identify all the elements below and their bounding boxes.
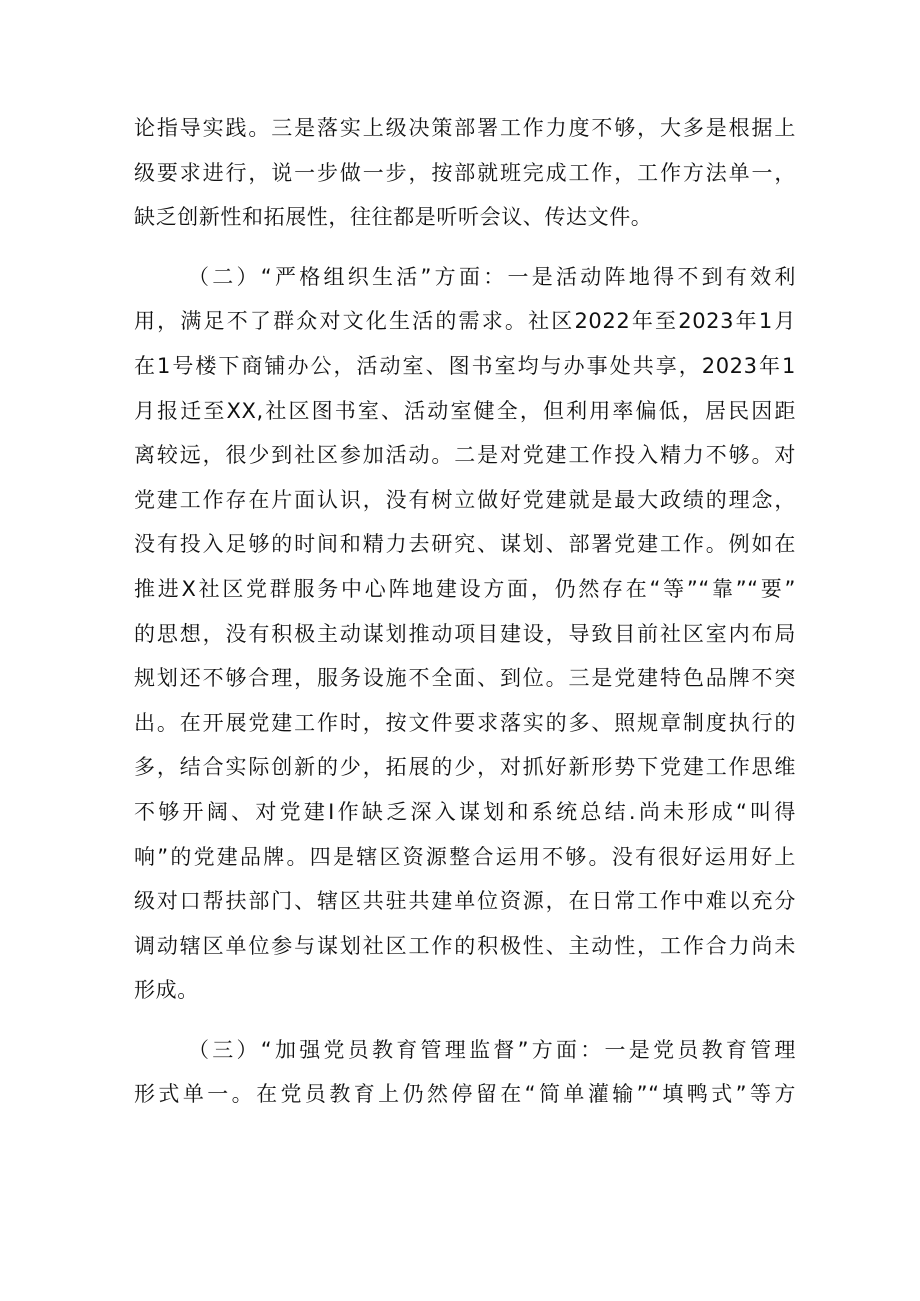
text-line: 规划还不够合理，服务设施不全面、到位。三是党建特色品牌不突 xyxy=(134,666,796,691)
paragraph-p0 xyxy=(134,106,796,240)
text-line: 级对口帮扶部门、辖区共驻共建单位资源，在日常工作中难以充分 xyxy=(134,889,796,914)
text-line: 论指导实践。三是落实上级决策部署工作力度不够，大多是根据上 xyxy=(134,116,796,140)
text-line: 调动辖区单位参与谋划社区工作的积极性、主动性，工作合力尚未 xyxy=(134,933,796,958)
text-line: 推进X社区党群服务中心阵地建设方面，仍然存在“等”“靠”“要” xyxy=(134,576,796,601)
text-line: 多，结合实际创新的少，拓展的少，对抓好新形势下党建工作思维 xyxy=(134,755,796,780)
paragraph-p2 xyxy=(134,1028,796,1117)
text-line: 在1号楼下商铺办公，活动室、图书室均与办事处共享，2023年1 xyxy=(134,353,796,378)
text-line: 响”的党建品牌。四是辖区资源整合运用不够。没有很好运用好上 xyxy=(134,844,796,869)
text-line: 没有投入足够的时间和精力去研究、谋划、部署党建工作。例如在 xyxy=(134,532,796,557)
text-line: 党建工作存在片面认识，没有树立做好党建就是最大政绩的理念， xyxy=(134,487,796,512)
text-line: 的思想，没有积极主动谋划推动项目建设，导致目前社区室内布局 xyxy=(134,621,796,646)
text-line: 用，满足不了群众对文化生活的需求。社区2022年至2023年1月 xyxy=(134,309,796,334)
text-line: 形式单一。在党员教育上仍然停留在“简单灌输”“填鸭式”等方 xyxy=(134,1082,796,1107)
text-line: 级要求进行，说一步做一步，按部就班完成工作，工作方法单一， xyxy=(134,160,796,185)
paragraph-gap xyxy=(134,240,796,255)
paragraph-gap xyxy=(134,1013,796,1028)
document-body xyxy=(134,106,796,1117)
text-line: 不够开阔、对党建I作缺乏深入谋划和系统总结.尚未形成“叫得 xyxy=(134,799,796,824)
text-line: 月报迁至XX,社区图书室、活动室健全，但利用率偏低，居民因距 xyxy=(134,398,796,423)
text-line: 离较远，很少到社区参加活动。二是对党建工作投入精力不够。对 xyxy=(134,443,796,468)
text-line: （三）“加强党员教育管理监督”方面：一是党员教育管理 xyxy=(188,1037,796,1062)
text-line: 出。在开展党建工作时，按文件要求落实的多、照规章制度执行的 xyxy=(134,710,796,735)
text-line: 缺乏创新性和拓展性，往往都是听听会议、传达文件。 xyxy=(134,205,653,230)
text-line: （二）“严格组织生活”方面：一是活动阵地得不到有效利 xyxy=(188,264,796,289)
paragraph-p1 xyxy=(134,255,796,1013)
text-line: 形成。 xyxy=(134,978,199,1003)
